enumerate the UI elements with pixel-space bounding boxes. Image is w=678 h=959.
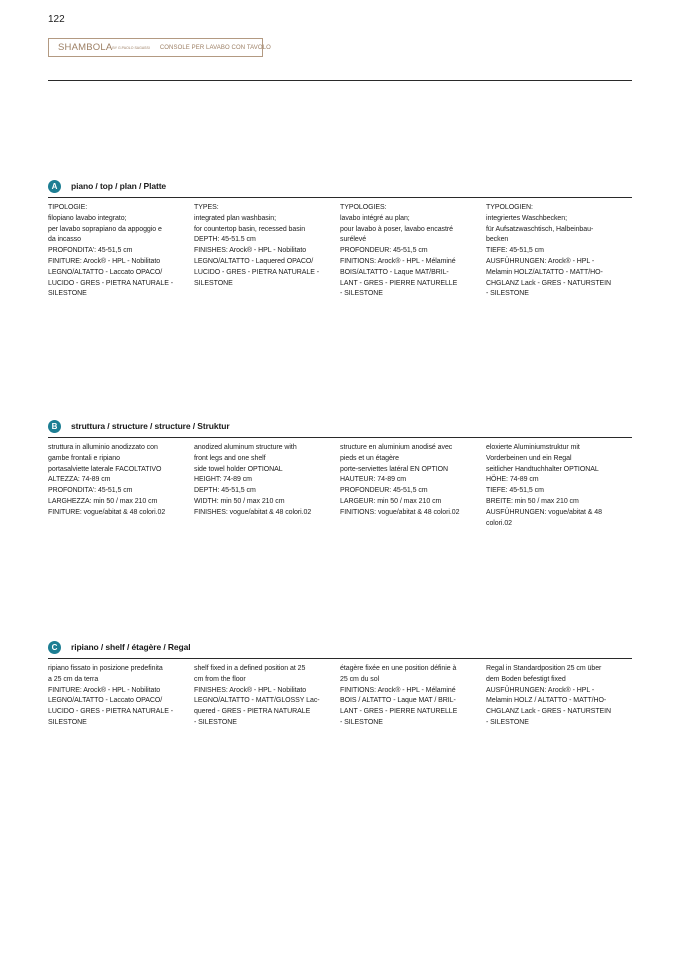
spec-line: structure en aluminium anodisé avec: [340, 444, 453, 451]
spec-line: FINISHES: vogue/abitat & 48 colori.02: [194, 508, 312, 516]
spec-line: TYPOLOGIEN:: [486, 204, 533, 211]
column-italian: [48, 664, 194, 729]
column-german: [486, 443, 632, 529]
spec-line: 25 cm du sol: [340, 675, 380, 683]
spec-line: TIEFE: 45-51,5 cm: [486, 247, 544, 255]
spec-line: AUSFÜHRUNGEN: vogue/abitat & 48: [486, 508, 602, 516]
spec-line: LEGNO/ALTATTO - Laquered OPACO/: [194, 257, 314, 265]
spec-line: LANT - GRES - PIERRE NATURELLE: [340, 708, 458, 716]
spec-line: struttura in alluminio anodizzato con: [48, 444, 158, 451]
spec-line: a 25 cm da terra: [48, 675, 99, 683]
spec-line: filopiano lavabo integrato;: [48, 214, 127, 222]
section-letter-badge: B: [48, 420, 61, 433]
section-letter-badge: C: [48, 641, 61, 654]
spec-line: SILESTONE: [194, 279, 233, 287]
column-english: [194, 203, 340, 300]
spec-line: HEIGHT: 74-89 cm: [194, 476, 252, 484]
header-divider: [48, 80, 632, 81]
spec-line: TYPOLOGIES:: [340, 204, 387, 211]
spec-line: CHGLANZ Lack - GRES - NATURSTEIN: [486, 279, 612, 287]
section-title: piano / top / plan / Platte: [71, 181, 167, 191]
spec-line: BOIS/ALTATTO - Laque MAT/BRIL-: [340, 268, 449, 276]
section-shelf: [48, 640, 632, 729]
header-subtitle: CONSOLE PER LAVABO CON TAVOLO: [159, 44, 271, 51]
brand-name: SHAMBOLA: [58, 42, 113, 53]
spec-line: FINITURE: Arock® - HPL - Nobilitato: [48, 686, 161, 694]
spec-line: pour lavabo à poser, lavabo encastré: [340, 225, 453, 233]
section-header: [48, 419, 632, 433]
spec-line: HÖHE: 74-89 cm: [486, 476, 539, 484]
section-letter-badge: A: [48, 180, 61, 193]
column-italian: [48, 203, 194, 300]
spec-line: side towel holder OPTIONAL: [194, 465, 283, 473]
spec-line: quered - GRES - PIETRA NATURALE: [194, 708, 311, 716]
page-number: 122: [48, 14, 65, 25]
section-title: struttura / structure / structure / Struktur: [71, 421, 230, 431]
spec-line: Melamin HOLZ/ALTATTO - MATT/HO-: [486, 268, 603, 276]
spec-line: integriertes Waschbecken;: [486, 214, 567, 222]
spec-line: - SILESTONE: [340, 290, 383, 298]
spec-line: - SILESTONE: [486, 718, 529, 726]
spec-line: FINITURE: Arock® - HPL - Nobilitato: [48, 257, 161, 265]
spec-line: TIEFE: 45-51,5 cm: [486, 487, 544, 495]
spec-line: WIDTH: min 50 / max 210 cm: [194, 497, 285, 505]
spec-line: étagère fixée en une position définie à: [340, 665, 457, 672]
section-structure: [48, 419, 632, 529]
spec-line: LEGNO/ALTATTO - MATT/GLOSSY Lac-: [194, 697, 320, 705]
spec-line: for countertop basin, recessed basin: [194, 225, 306, 233]
column-german: [486, 203, 632, 300]
spec-line: integrated plan washbasin;: [194, 214, 276, 222]
language-columns: [48, 664, 632, 729]
spec-line: lavabo intégré au plan;: [340, 214, 410, 222]
spec-line: PROFONDEUR: 45-51,5 cm: [340, 487, 428, 495]
spec-line: - SILESTONE: [194, 718, 237, 726]
spec-line: ALTEZZA: 74-89 cm: [48, 476, 111, 484]
spec-line: front legs and one shelf: [194, 454, 266, 462]
spec-line: cm from the floor: [194, 675, 246, 683]
spec-line: eloxierte Aluminiumstruktur mit: [486, 444, 580, 451]
spec-line: anodized aluminum structure with: [194, 444, 297, 451]
spec-line: BOIS / ALTATTO - Laque MAT / BRIL-: [340, 697, 456, 705]
spec-line: Regal in Standardposition 25 cm über: [486, 665, 602, 672]
spec-line: LARGEUR: min 50 / max 210 cm: [340, 497, 442, 505]
language-columns: [48, 203, 632, 300]
section-divider: [48, 197, 632, 198]
spec-line: LEGNO/ALTATTO - Laccato OPACO/: [48, 268, 163, 276]
spec-line: AUSFÜHRUNGEN: Arock® - HPL -: [486, 257, 595, 265]
spec-line: PROFONDITA': 45-51,5 cm: [48, 487, 133, 495]
section-header: [48, 179, 632, 193]
column-french: [340, 664, 486, 729]
spec-line: FINITIONS: Arock® - HPL - Mélaminé: [340, 257, 456, 265]
column-english: [194, 443, 340, 529]
spec-line: per lavabo soprapiano da appoggio e: [48, 225, 162, 233]
column-italian: [48, 443, 194, 529]
section-header: [48, 640, 632, 654]
spec-line: FINITURE: vogue/abitat & 48 colori.02: [48, 508, 166, 516]
column-german: [486, 664, 632, 729]
spec-line: LUCIDO - GRES - PIETRA NATURALE -: [48, 279, 174, 287]
spec-line: BREITE: min 50 / max 210 cm: [486, 497, 579, 505]
spec-line: LEGNO/ALTATTO - Laccato OPACO/: [48, 697, 163, 705]
spec-line: CHGLANZ Lack - GRES - NATURSTEIN: [486, 708, 612, 716]
spec-line: SILESTONE: [48, 290, 87, 298]
spec-line: da incasso: [48, 236, 81, 244]
spec-line: ripiano fissato in posizione predefinita: [48, 665, 163, 672]
section-top: [48, 179, 632, 300]
spec-line: portasalviette laterale FACOLTATIVO: [48, 465, 162, 473]
spec-line: seitlicher Handtuchhalter OPTIONAL: [486, 465, 599, 473]
section-title: ripiano / shelf / étagère / Regal: [71, 642, 191, 652]
spec-line: gambe frontali e ripiano: [48, 454, 120, 462]
spec-line: DEPTH: 45-51,5 cm: [194, 487, 256, 495]
brand-designer: BY G.PAOLO SAGASSI: [112, 45, 150, 50]
spec-line: LUCIDO - GRES - PIETRA NATURALE -: [48, 708, 174, 716]
column-english: [194, 664, 340, 729]
column-french: [340, 443, 486, 529]
spec-line: TIPOLOGIE:: [48, 204, 88, 211]
spec-line: surélevé: [340, 236, 367, 244]
spec-line: porte-serviettes latéral EN OPTION: [340, 465, 449, 473]
spec-line: HAUTEUR: 74-89 cm: [340, 476, 407, 484]
column-french: [340, 203, 486, 300]
section-divider: [48, 658, 632, 659]
spec-line: FINITIONS: Arock® - HPL - Mélaminé: [340, 686, 456, 694]
spec-line: FINITIONS: vogue/abitat & 48 colori.02: [340, 508, 460, 516]
header-tag: [48, 38, 271, 57]
spec-line: Melamin HOLZ / ALTATTO - MATT/HO-: [486, 697, 607, 705]
spec-line: Vorderbeinen und ein Regal: [486, 454, 572, 462]
spec-line: PROFONDITA': 45-51,5 cm: [48, 247, 133, 255]
section-divider: [48, 437, 632, 438]
spec-line: LARGHEZZA: min 50 / max 210 cm: [48, 497, 158, 505]
spec-line: FINISHES: Arock® - HPL - Nobilitato: [194, 686, 307, 694]
spec-line: für Aufsatzwaschtisch, Halbeinbau-: [486, 225, 594, 233]
spec-line: SILESTONE: [48, 718, 87, 726]
spec-line: - SILESTONE: [486, 290, 529, 298]
spec-line: pieds et un étagère: [340, 454, 399, 462]
language-columns: [48, 443, 632, 529]
spec-line: colori.02: [486, 519, 513, 527]
spec-line: PROFONDEUR: 45-51,5 cm: [340, 247, 428, 255]
spec-line: dem Boden befestigt fixed: [486, 675, 566, 683]
spec-line: shelf fixed in a defined position at 25: [194, 665, 306, 672]
spec-line: becken: [486, 236, 509, 244]
spec-line: DEPTH: 45-51.5 cm: [194, 236, 256, 244]
spec-line: FINISHES: Arock® - HPL - Nobilitato: [194, 247, 307, 255]
spec-line: LUCIDO - GRES - PIETRA NATURALE -: [194, 268, 320, 276]
spec-line: TYPES:: [194, 204, 219, 211]
spec-line: AUSFÜHRUNGEN: Arock® - HPL -: [486, 686, 595, 694]
spec-line: - SILESTONE: [340, 718, 383, 726]
spec-line: LANT - GRES - PIERRE NATURELLE: [340, 279, 458, 287]
